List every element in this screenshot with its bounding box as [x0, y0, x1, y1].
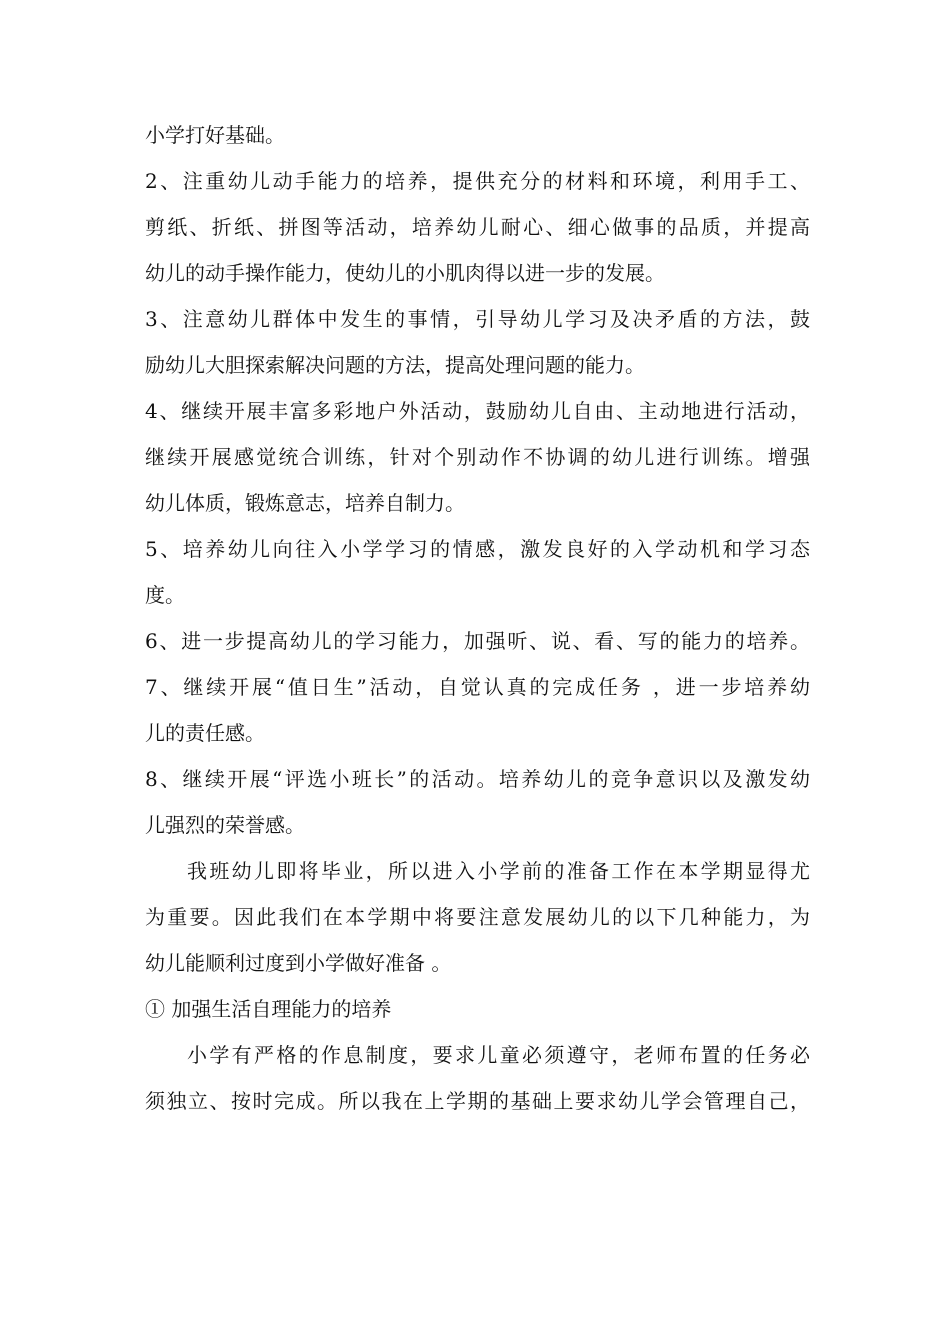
text-line: 继续开展感觉统合训练，针对个别动作不协调的幼儿进行训练。增强: [145, 445, 810, 469]
document-body: [145, 112, 810, 1124]
text-line: 励幼儿大胆探索解决问题的方法，提高处理问题的能力。: [145, 353, 645, 377]
text-line: 5、培养幼儿向往入小学学习的情感，激发良好的入学动机和学习态: [145, 537, 810, 561]
text-line: 7、继续开展“值日生”活动，自觉认真的完成任务 ，进一步培养幼: [145, 675, 810, 699]
text-line: 4、继续开展丰富多彩地户外活动，鼓励幼儿自由、主动地进行活动，: [145, 399, 810, 423]
section-heading: ① 加强生活自理能力的培养: [145, 997, 392, 1021]
text-line: 2、注重幼儿动手能力的培养，提供充分的材料和环境，利用手工、: [145, 169, 810, 193]
text-line: 8、继续开展“评选小班长”的活动。培养幼儿的竞争意识以及激发幼: [145, 767, 810, 791]
text-line: 3、注意幼儿群体中发生的事情，引导幼儿学习及决矛盾的方法，鼓: [145, 307, 810, 331]
text-line: 须独立、按时完成。所以我在上学期的基础上要求幼儿学会管理自己，: [145, 1089, 810, 1113]
text-line: 我班幼儿即将毕业，所以进入小学前的准备工作在本学期显得尤: [187, 859, 810, 883]
text-line: 6、进一步提高幼儿的学习能力，加强听、说、看、写的能力的培养。: [145, 629, 810, 653]
text-line: 剪纸、折纸、拼图等活动，培养幼儿耐心、细心做事的品质，并提高: [145, 215, 810, 239]
text-line: 为重要。因此我们在本学期中将要注意发展幼儿的以下几种能力，为: [145, 905, 810, 929]
text-line: 幼儿体质，锻炼意志，培养自制力。: [145, 491, 465, 515]
text-line: 幼儿能顺利过度到小学做好准备 。: [145, 951, 452, 975]
text-line: 幼儿的动手操作能力，使幼儿的小肌肉得以进一步的发展。: [145, 261, 665, 285]
text-line: 小学打好基础。: [145, 123, 285, 147]
text-line: 儿的责任感。: [145, 721, 265, 745]
text-line: 儿强烈的荣誉感。: [145, 813, 305, 837]
text-line: 度。: [145, 583, 185, 607]
text-line: 小学有严格的作息制度，要求儿童必须遵守，老师布置的任务必: [187, 1043, 810, 1067]
